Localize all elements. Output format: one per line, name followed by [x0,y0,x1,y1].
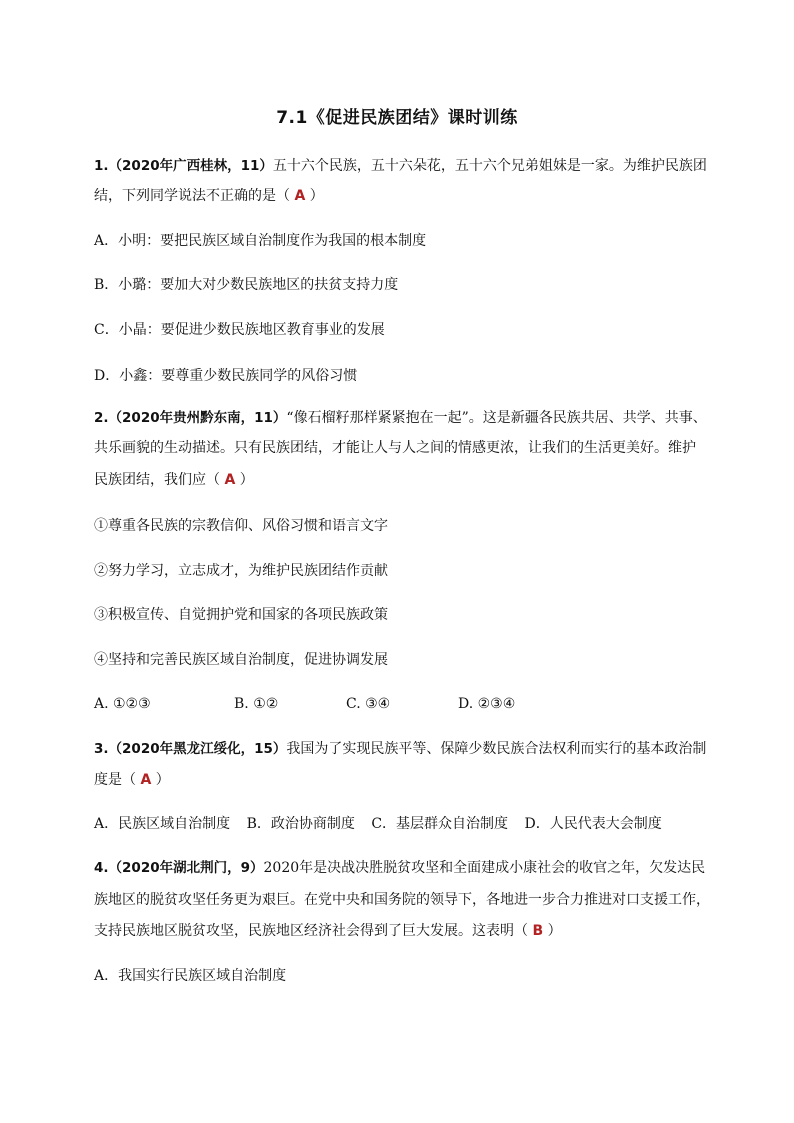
question-3-option-d: D．人民代表大会制度 [524,816,662,832]
question-1-option-b: B．小璐：要加大对少数民族地区的扶贫支持力度 [94,277,399,293]
question-1-stem-cont: 结，下列同学说法不正确的是（ [94,188,295,204]
page-title: 7.1《促进民族团结》课时训练 [276,108,518,128]
question-2-number: 2. [94,410,109,426]
question-4-option-a: A．我国实行民族区域自治制度 [94,968,287,984]
question-4-stem: 2020年是决战决胜脱贫攻坚和全面建成小康社会的收官之年，欠发达民 [263,860,706,876]
question-3-option-a: A．民族区域自治制度 [94,816,231,832]
question-2-item-3: ③积极宣传、自觉拥护党和国家的各项民族政策 [94,607,388,623]
question-1-line-2 [94,186,706,206]
question-2-options [94,694,706,714]
question-3-line-2 [94,770,706,790]
question-4-paren-close: ） [543,923,562,939]
question-2-item-1: ①尊重各民族的宗教信仰、风俗习惯和语言文字 [94,518,388,534]
question-1-number: 1. [94,158,109,174]
question-1-paren-close: ） [305,188,324,204]
question-1-stem: 五十六个民族，五十六朵花，五十六个兄弟姐妹是一家。为维护民族团 [272,158,707,174]
question-1-source: （2020年广西桂林，11） [108,158,273,174]
question-1-option-a: A．小明：要把民族区域自治制度作为我国的根本制度 [94,233,427,249]
question-1-answer: A [294,188,306,204]
question-2-line-3 [94,470,706,490]
question-2-stem-cont: 民族团结，我们应（ [94,472,225,488]
question-1-option-d: D．小鑫：要尊重少数民族同学的风俗习惯 [94,368,358,384]
question-2-item-4: ④坚持和完善民族区域自治制度，促进协调发展 [94,652,388,668]
question-3-option-b: B．政治协商制度 [246,816,355,832]
question-2-line-1 [94,408,706,428]
question-3-source: （2020年黑龙江绥化，15） [108,741,287,757]
question-3-stem: 我国为了实现民族平等、保障少数民族合法权利而实行的基本政治制 [286,741,707,757]
question-2-item-2: ②努力学习，立志成才，为维护民族团结作贡献 [94,563,388,579]
question-3-line-1 [94,739,706,759]
question-3-number: 3. [94,741,109,757]
question-3-options [94,814,706,834]
question-4-answer: B [532,923,544,939]
question-2-option-a: A. ①②③ [94,696,151,712]
question-4-number: 4. [94,860,109,876]
question-3-stem-cont: 度是（ [94,772,141,788]
question-3-answer: A [140,772,152,788]
question-2-option-d: D. ②③④ [458,696,516,712]
question-2-source: （2020年贵州黔东南，11） [108,410,287,426]
question-3-paren-close: ） [151,772,170,788]
question-1-line-1 [94,156,706,176]
question-4-source: （2020年湖北荆门，9） [108,860,264,876]
question-2-stem: “像石榴籽那样紧紧抱在一起”。这是新疆各民族共居、共学、共事、 [286,410,707,426]
question-2-paren-close: ） [235,472,254,488]
question-4-stem-cont: 支持民族地区脱贫攻坚，民族地区经济社会得到了巨大发展。这表明（ [94,923,533,939]
question-2-option-b: B. ①② [234,696,279,712]
question-2-answer: A [224,472,236,488]
question-2-line-2: 共乐画貌的生动描述。只有民族团结，才能让人与人之间的情感更浓，让我们的生活更美好。维护 [94,440,696,456]
question-4-line-2: 族地区的脱贫攻坚任务更为艰巨。在党中央和国务院的领导下，各地进一步合力推进对口支援工作， [94,892,710,908]
question-4-line-1 [94,858,706,878]
question-2-option-c: C. ③④ [346,696,391,712]
question-4-line-3 [94,921,706,941]
question-3-option-c: C．基层群众自治制度 [371,816,509,832]
question-1-option-c: C．小晶：要促进少数民族地区教育事业的发展 [94,322,385,338]
